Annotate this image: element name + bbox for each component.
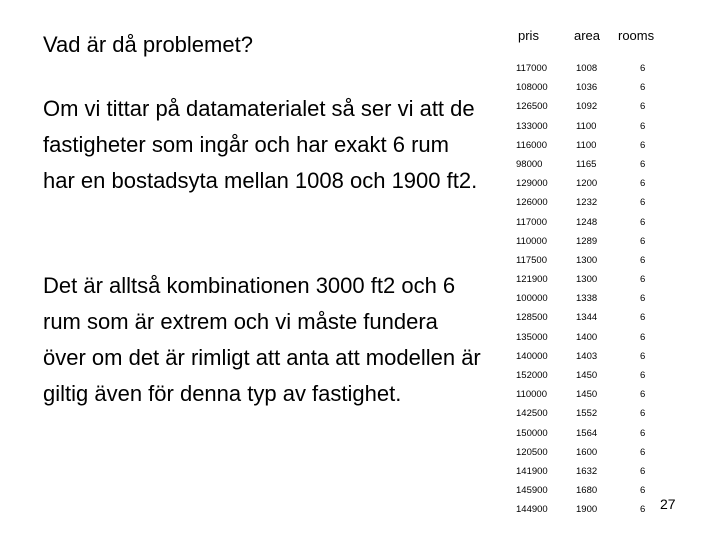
cell-pris: 108000	[516, 82, 548, 94]
table-row	[500, 407, 670, 426]
cell-rooms: 6	[640, 139, 646, 151]
cell-area: 1680	[576, 485, 598, 497]
cell-pris: 142500	[516, 408, 548, 420]
cell-pris: 120500	[516, 446, 548, 458]
table-row	[500, 177, 670, 196]
data-table	[500, 26, 670, 523]
cell-pris: 145900	[516, 485, 548, 497]
cell-area: 1200	[576, 178, 598, 190]
table-row	[500, 465, 670, 484]
table-body	[500, 62, 670, 523]
cell-area: 1632	[576, 465, 598, 477]
cell-area: 1403	[576, 350, 598, 362]
table-row	[500, 484, 670, 503]
cell-pris: 144900	[516, 504, 548, 516]
cell-area: 1450	[576, 389, 598, 401]
cell-rooms: 6	[640, 235, 646, 247]
cell-rooms: 6	[640, 408, 646, 420]
cell-area: 1008	[576, 63, 598, 74]
cell-rooms: 6	[640, 331, 646, 343]
cell-rooms: 6	[640, 274, 646, 286]
table-row	[500, 100, 670, 119]
slide-heading: Vad är då problemet?	[43, 32, 253, 57]
cell-pris: 110000	[516, 235, 547, 247]
table-row	[500, 273, 670, 292]
cell-pris: 98000	[516, 158, 543, 170]
paragraph-data-observation: Om vi tittar på datamaterialet så ser vi att de fastigheter som ingår och har exakt 6 rum har en bostadsyta mellan 1008 och 1900 ft2.	[43, 96, 478, 193]
page-number: 27	[660, 496, 676, 512]
cell-area: 1300	[576, 254, 598, 266]
cell-area: 1092	[576, 101, 598, 113]
cell-rooms: 6	[640, 254, 646, 266]
cell-rooms: 6	[640, 312, 646, 324]
table-row	[500, 158, 670, 177]
cell-area: 1564	[576, 427, 598, 439]
cell-rooms: 6	[640, 389, 646, 401]
cell-area: 1900	[576, 504, 598, 516]
cell-pris: 141900	[516, 465, 548, 477]
table-row	[500, 62, 670, 81]
cell-pris: 152000	[516, 370, 548, 381]
cell-rooms: 6	[640, 158, 646, 170]
table-row	[500, 311, 670, 330]
column-header-rooms: rooms	[618, 28, 655, 43]
table-row	[500, 216, 670, 235]
cell-area: 1600	[576, 446, 598, 458]
cell-pris: 117000	[516, 216, 547, 228]
cell-pris: 133000	[516, 120, 548, 132]
cell-pris: 126000	[516, 197, 548, 209]
column-header-pris: pris	[518, 28, 539, 43]
column-header-area: area	[574, 28, 601, 43]
table-row	[500, 120, 670, 139]
cell-area: 1450	[576, 370, 598, 381]
table-row	[500, 235, 670, 254]
cell-rooms: 6	[640, 293, 646, 305]
cell-rooms: 6	[640, 427, 646, 439]
cell-area: 1338	[576, 293, 598, 305]
cell-pris: 117000	[516, 63, 547, 74]
cell-area: 1100	[576, 120, 597, 132]
cell-pris: 117500	[516, 254, 547, 266]
cell-area: 1165	[576, 158, 597, 170]
cell-rooms: 6	[640, 350, 646, 362]
table-row	[500, 254, 670, 273]
cell-pris: 150000	[516, 427, 548, 439]
cell-pris: 110000	[516, 389, 547, 401]
table-row	[500, 139, 670, 158]
cell-rooms: 6	[640, 101, 646, 113]
cell-area: 1232	[576, 197, 598, 209]
table-row	[500, 81, 670, 100]
cell-pris: 116000	[516, 139, 547, 151]
cell-rooms: 6	[640, 120, 646, 132]
cell-rooms: 6	[640, 63, 646, 74]
cell-rooms: 6	[640, 178, 646, 190]
paragraph-extreme-combination: Det är alltså kombinationen 3000 ft2 och 6 rum som är extrem och vi måste fundera över om det är rimligt att anta att modellen är giltig även för denna typ av fastighet.	[43, 273, 481, 406]
cell-pris: 100000	[516, 293, 548, 305]
table-row	[500, 388, 670, 407]
table-row	[500, 331, 670, 350]
cell-pris: 121900	[516, 274, 548, 286]
table-row	[500, 292, 670, 311]
cell-rooms: 6	[640, 446, 646, 458]
cell-rooms: 6	[640, 197, 646, 209]
cell-area: 1248	[576, 216, 598, 228]
cell-area: 1036	[576, 82, 598, 94]
table-row	[500, 369, 670, 388]
cell-rooms: 6	[640, 504, 646, 516]
cell-area: 1400	[576, 331, 598, 343]
cell-area: 1289	[576, 235, 598, 247]
table-row	[500, 196, 670, 215]
table-row	[500, 446, 670, 465]
cell-pris: 126500	[516, 101, 548, 113]
cell-rooms: 6	[640, 216, 646, 228]
cell-pris: 140000	[516, 350, 548, 362]
cell-rooms: 6	[640, 485, 646, 497]
table-row	[500, 503, 670, 522]
cell-pris: 128500	[516, 312, 548, 324]
table-row	[500, 350, 670, 369]
cell-rooms: 6	[640, 465, 646, 477]
cell-area: 1552	[576, 408, 598, 420]
table-header	[500, 26, 670, 62]
cell-rooms: 6	[640, 370, 646, 381]
cell-area: 1100	[576, 139, 597, 151]
cell-pris: 135000	[516, 331, 548, 343]
cell-area: 1300	[576, 274, 598, 286]
cell-area: 1344	[576, 312, 598, 324]
cell-pris: 129000	[516, 178, 548, 190]
cell-rooms: 6	[640, 82, 646, 94]
table-row	[500, 427, 670, 446]
